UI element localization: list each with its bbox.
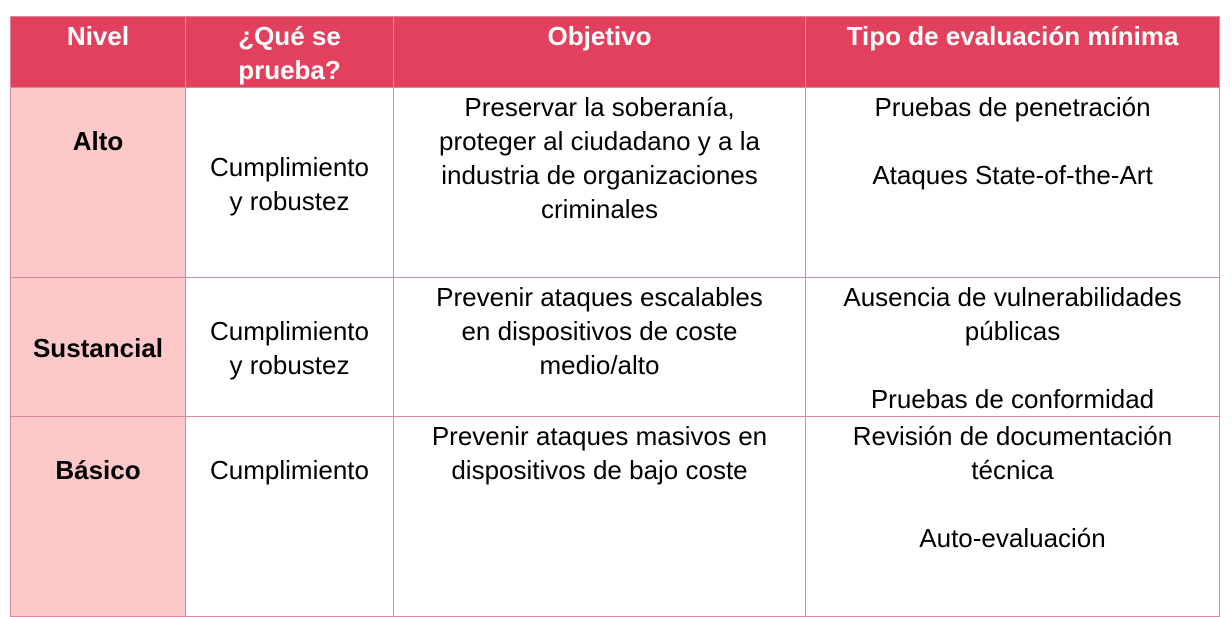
table-row: [11, 417, 1220, 617]
que-cell: Cumplimiento y robustez: [186, 88, 394, 278]
header-tipo-evaluacion: Tipo de evaluación mínima: [806, 17, 1220, 88]
header-que-line1: ¿Qué se: [238, 21, 341, 51]
table-row: [11, 278, 1220, 417]
evaluation-levels-table: [10, 16, 1220, 617]
tipo-cell: Ausencia de vulnerabilidades públicas Pruebas de conformidad: [806, 278, 1220, 417]
table-row: [11, 88, 1220, 278]
header-objetivo: Objetivo: [394, 17, 806, 88]
que-cell: Cumplimiento: [186, 417, 394, 617]
header-que-se-prueba: [186, 17, 394, 88]
level-cell-alto: Alto: [11, 88, 186, 278]
level-cell-sustancial: Sustancial: [11, 278, 186, 417]
objetivo-cell: Prevenir ataques masivos en dispositivos de bajo coste: [394, 417, 806, 617]
tipo-cell: Revisión de documentación técnica Auto-evaluación: [806, 417, 1220, 617]
header-row: [11, 17, 1220, 88]
table-header: [11, 17, 1220, 88]
objetivo-cell: Prevenir ataques escalables en dispositivos de coste medio/alto: [394, 278, 806, 417]
tipo-cell: Pruebas de penetración Ataques State-of-the-Art: [806, 88, 1220, 278]
header-nivel: Nivel: [11, 17, 186, 88]
header-que-line2: prueba?: [238, 55, 341, 85]
level-cell-basico: Básico: [11, 417, 186, 617]
objetivo-cell: Preservar la soberanía, proteger al ciudadano y a la industria de organizaciones criminales: [394, 88, 806, 278]
que-cell: Cumplimiento y robustez: [186, 278, 394, 417]
